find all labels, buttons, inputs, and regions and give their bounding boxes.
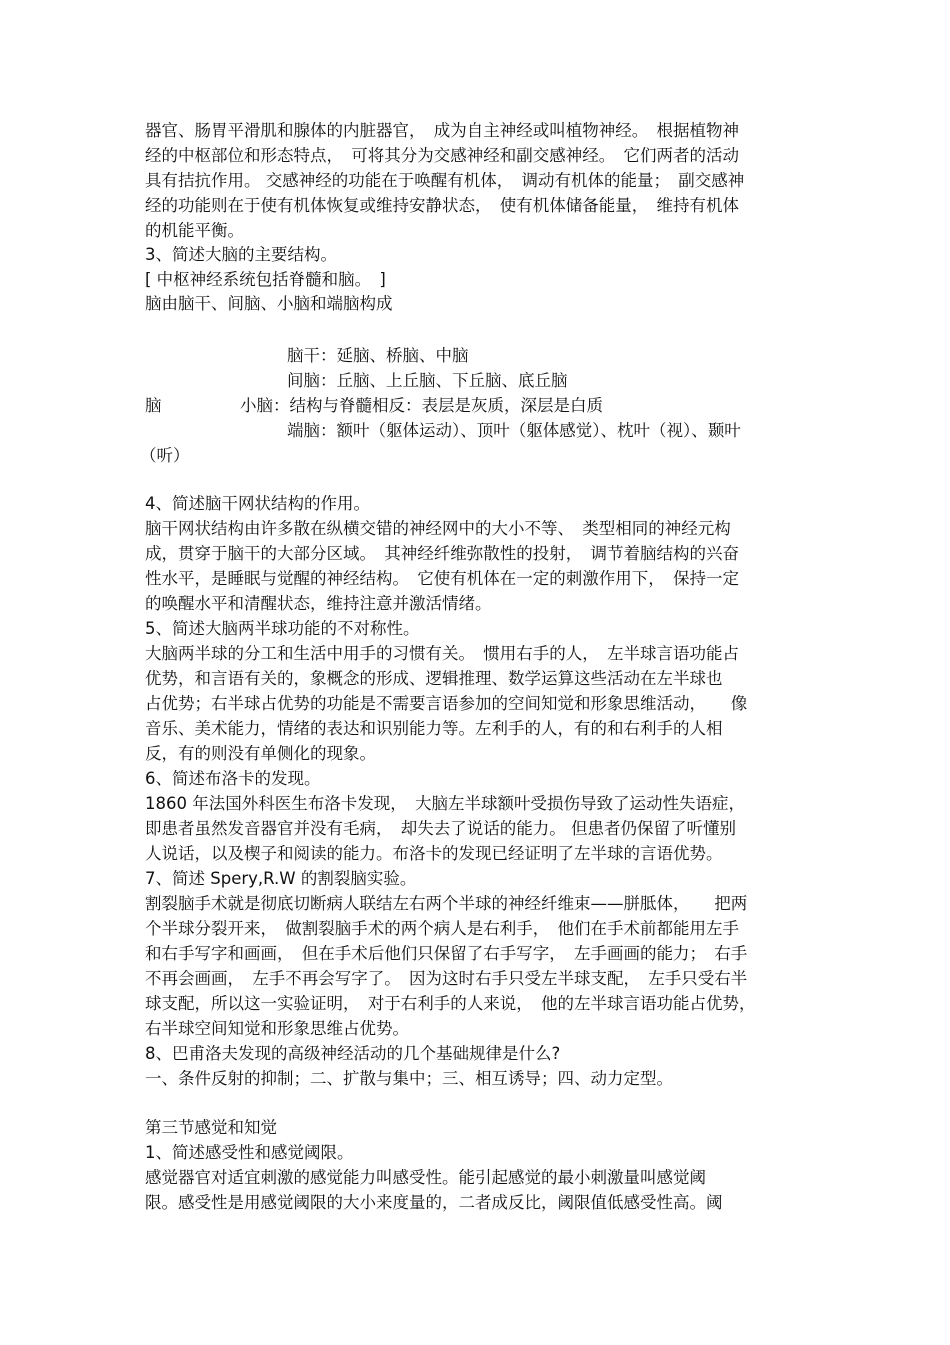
text-line: 割裂脑手术就是彻底切断病人联结左右两个半球的神经纤维束——胼胝体， 把两 bbox=[145, 894, 748, 913]
text-line: 人说话，以及楔子和阅读的能力。布洛卡的发现已经证明了左半球的言语优势。 bbox=[145, 844, 723, 863]
text-line: 1860 年法国外科医生布洛卡发现， 大脑左半球额叶受损伤导致了运动性失语症， bbox=[145, 794, 745, 813]
text-line: 脑干网状结构由许多散在纵横交错的神经网中的大小不等、 类型相同的神经元构 bbox=[145, 519, 731, 538]
text-line: 优势，和言语有关的，象概念的形成、逻辑推理、数学运算这些活动在左半球也 bbox=[145, 669, 723, 688]
brain-item-diencephalon: 间脑：丘脑、上丘脑、下丘脑、底丘脑 bbox=[287, 371, 568, 390]
text-line: 反，有的则没有单侧化的现象。 bbox=[145, 744, 376, 763]
text-line: 性水平，是睡眠与觉醒的神经结构。 它使有机体在一定的刺激作用下， 保持一定 bbox=[145, 569, 739, 588]
text-line: 经的中枢部位和形态特点， 可将其分为交感神经和副交感神经。 它们两者的活动 bbox=[145, 146, 739, 165]
text-line: 脑由脑干、间脑、小脑和端脑构成 bbox=[145, 294, 393, 313]
text-line: 的机能平衡。 bbox=[145, 221, 244, 240]
brain-item-wrap: （听） bbox=[140, 446, 190, 465]
text-line: 8、巴甫洛夫发现的高级神经活动的几个基础规律是什么? bbox=[145, 1044, 561, 1063]
text-line: 第三节感觉和知觉 bbox=[145, 1118, 277, 1137]
text-line: 即患者虽然发音器官并没有毛病， 却失去了说话的能力。 但患者仍保留了听懂别 bbox=[145, 819, 736, 838]
text-line: [ 中枢神经系统包括脊髓和脑。 ] bbox=[145, 270, 386, 289]
text-line: 成，贯穿于脑干的大部分区域。 其神经纤维弥散性的投射， 调节着脑结构的兴奋 bbox=[145, 544, 739, 563]
text-line: 大脑两半球的分工和生活中用手的习惯有关。 惯用右手的人， 左半球言语功能占 bbox=[145, 644, 739, 663]
text-line: 占优势；右半球占优势的功能是不需要言语参加的空间知觉和形象思维活动， 像 bbox=[145, 694, 748, 713]
text-line: 6、简述布洛卡的发现。 bbox=[145, 769, 321, 788]
text-line: 的唤醒水平和清醒状态，维持注意并激活情绪。 bbox=[145, 594, 492, 613]
text-line: 感觉器官对适宜刺激的感觉能力叫感受性。能引起感觉的最小刺激量叫感觉阈 bbox=[145, 1168, 706, 1187]
text-line: 右半球空间知觉和形象思维占优势。 bbox=[145, 1019, 409, 1038]
brain-item-brainstem: 脑干：延脑、桥脑、中脑 bbox=[287, 346, 469, 365]
text-line: 1、简述感受性和感觉阈限。 bbox=[145, 1143, 354, 1162]
text-line: 器官、肠胃平滑肌和腺体的内脏器官， 成为自主神经或叫植物神经。 根据植物神 bbox=[145, 121, 739, 140]
text-line: 一、条件反射的抑制；二、扩散与集中；三、相互诱导；四、动力定型。 bbox=[145, 1069, 673, 1088]
text-line: 7、简述 Spery,R.W 的割裂脑实验。 bbox=[145, 869, 417, 888]
text-line: 球支配，所以这一实验证明， 对于右利手的人来说， 他的左半球言语功能占优势， bbox=[145, 994, 756, 1013]
text-line: 4、简述脑干网状结构的作用。 bbox=[145, 494, 370, 513]
text-line: 音乐、美术能力，情绪的表达和识别能力等。左利手的人，有的和右利手的人相 bbox=[145, 719, 723, 738]
text-line: 具有拮抗作用。 交感神经的功能在于唤醒有机体， 调动有机体的能量； 副交感神 bbox=[145, 171, 745, 190]
text-line: 个半球分裂开来， 做割裂脑手术的两个病人是右利手， 他们在手术前都能用左手 bbox=[145, 919, 739, 938]
text-line: 和右手写字和画画， 但在手术后他们只保留了右手写字， 左手画画的能力； 右手 bbox=[145, 944, 748, 963]
brain-label: 脑 bbox=[145, 396, 162, 415]
brain-item-telencephalon: 端脑：额叶（躯体运动）、顶叶（躯体感觉）、枕叶（视）、颞叶 bbox=[287, 421, 741, 440]
text-line: 3、简述大脑的主要结构。 bbox=[145, 245, 337, 264]
text-line: 经的功能则在于使有机体恢复或维持安静状态， 使有机体储备能量， 维持有机体 bbox=[145, 196, 739, 215]
text-line: 5、简述大脑两半球功能的不对称性。 bbox=[145, 619, 420, 638]
text-line: 不再会画画， 左手不再会写字了。 因为这时右手只受左半球支配， 左手只受右半 bbox=[145, 969, 748, 988]
brain-item-cerebellum: 小脑：结构与脊髓相反：表层是灰质，深层是白质 bbox=[240, 396, 603, 415]
text-line: 限。感受性是用感觉阈限的大小来度量的，二者成反比，阈限值低感受性高。阈 bbox=[145, 1193, 723, 1212]
